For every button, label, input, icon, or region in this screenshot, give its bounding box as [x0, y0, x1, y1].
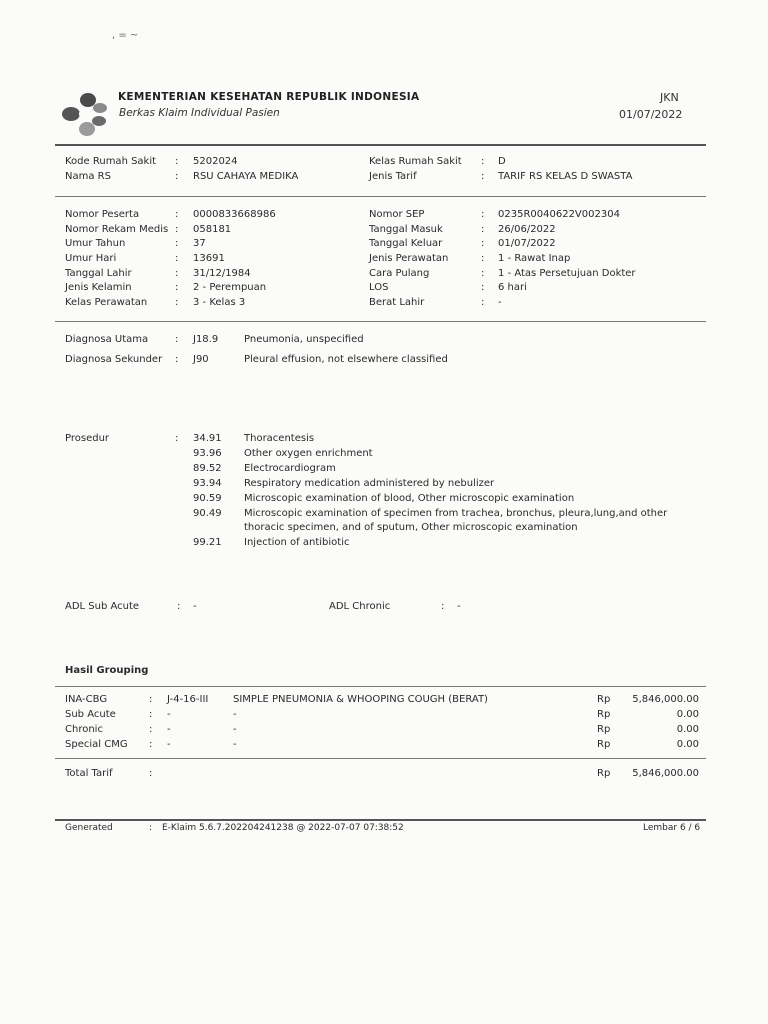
total-tariff-currency: Rp	[597, 768, 611, 779]
patient-right-values: 0235R0040622V002304 26/06/2022 01/07/2022 1 - Rawat Inap 1 - Atas Persetujuan Dokter 6 hari -	[498, 209, 636, 309]
grouping-row-desc: -	[233, 724, 237, 735]
page-number: Lembar 6 / 6	[643, 823, 701, 833]
section-divider	[55, 321, 706, 322]
procedure-desc: Respiratory medication administered by nebulizer	[244, 478, 495, 489]
grouping-row-amount: 0.00	[676, 709, 699, 720]
total-tariff-amount: 5,846,000.00	[632, 768, 699, 779]
procedure-code: 93.96	[193, 448, 222, 459]
procedure-label: Prosedur	[65, 433, 110, 444]
grouping-row-code: -	[167, 739, 171, 750]
grouping-row-label: Sub Acute	[65, 709, 116, 720]
procedure-code: 99.21	[193, 537, 222, 548]
field-value: TARIF RS KELAS D SWASTA	[498, 170, 633, 182]
adl-sub-acute-label: ADL Sub Acute	[65, 601, 140, 612]
grouping-row-desc: SIMPLE PNEUMONIA & WHOOPING COUGH (BERAT)	[233, 694, 488, 705]
field-label: Nama RS	[65, 170, 111, 182]
grouping-row-code: J-4-16-III	[167, 694, 209, 705]
procedure-desc: Thoracentesis	[244, 433, 315, 444]
patient-left-values: 0000833668986 058181 37 13691 31/12/1984 2 - Perempuan 3 - Kelas 3	[193, 209, 276, 309]
grouping-row-currency: Rp	[597, 709, 611, 720]
grouping-row-code: -	[167, 724, 171, 735]
procedure-code: 90.59	[193, 493, 222, 504]
grouping-title: Hasil Grouping	[65, 665, 149, 676]
field-value: RSU CAHAYA MEDIKA	[193, 170, 299, 182]
procedure-desc: Microscopic examination of specimen from trachea, bronchus, pleura,lung,and other	[244, 508, 668, 519]
handwritten-mark: , = ~	[112, 30, 139, 41]
procedure-desc: Injection of antibiotic	[244, 537, 350, 548]
procedure-desc: Other oxygen enrichment	[244, 448, 373, 459]
hospital-left-values	[193, 155, 298, 184]
ministry-title: KEMENTERIAN KESEHATAN REPUBLIK INDONESIA	[118, 91, 420, 103]
procedure-code: 89.52	[193, 463, 222, 474]
secondary-diagnosis-code: J90	[193, 354, 209, 365]
primary-diagnosis-desc: Pneumonia, unspecified	[244, 334, 364, 345]
total-divider	[55, 758, 706, 759]
field-label: Kode Rumah Sakit	[65, 156, 157, 167]
footer-divider	[55, 819, 706, 821]
procedure-desc: Electrocardiogram	[244, 463, 336, 474]
grouping-row-amount: 0.00	[676, 724, 699, 735]
hospital-right-labels	[369, 155, 462, 184]
procedure-code: 93.94	[193, 478, 222, 489]
grouping-row-desc: -	[233, 739, 237, 750]
program-code: JKN	[660, 91, 679, 104]
grouping-row-amount: 0.00	[676, 739, 699, 750]
grouping-row-code: -	[167, 709, 171, 720]
field-value: D	[498, 156, 506, 167]
patient-right-colons: : : : : : : :	[481, 209, 485, 309]
adl-chronic-value: -	[457, 601, 461, 612]
adl-chronic-label: ADL Chronic	[329, 601, 391, 612]
document-subtitle: Berkas Klaim Individual Pasien	[119, 107, 280, 119]
total-tariff-label: Total Tarif	[65, 768, 113, 779]
hospital-right-values	[498, 155, 632, 184]
primary-diagnosis-code: J18.9	[193, 334, 219, 345]
section-divider	[55, 196, 706, 197]
grouping-row-desc: -	[233, 709, 237, 720]
secondary-diagnosis-desc: Pleural effusion, not elsewhere classified	[244, 354, 448, 365]
adl-sub-acute-value: -	[193, 601, 197, 612]
hospital-left-labels	[65, 155, 156, 184]
field-label: Jenis Tarif	[369, 170, 417, 182]
grouping-row-label: INA-CBG	[65, 694, 108, 705]
procedure-code: 34.91	[193, 433, 222, 444]
header-date: 01/07/2022	[619, 108, 683, 121]
field-label: Kelas Rumah Sakit	[369, 156, 462, 167]
grouping-row-label: Special CMG	[65, 739, 128, 750]
grouping-row-label: Chronic	[65, 724, 103, 735]
procedure-code: 90.49	[193, 508, 222, 519]
primary-diagnosis-label: Diagnosa Utama	[65, 334, 149, 345]
header-divider	[55, 144, 706, 146]
patient-left-colons: : : : : : : :	[175, 209, 179, 309]
grouping-row-currency: Rp	[597, 739, 611, 750]
grouping-row-currency: Rp	[597, 694, 611, 705]
secondary-diagnosis-label: Diagnosa Sekunder	[65, 354, 163, 365]
generated-info: E-Klaim 5.6.7.202204241238 @ 2022-07-07 07:38:52	[162, 823, 404, 833]
procedure-desc-continued: thoracic specimen, and of sputum, Other microscopic examination	[244, 522, 578, 533]
hospital-left-colons: : :	[175, 156, 179, 182]
patient-right-labels: Nomor SEP Tanggal Masuk Tanggal Keluar Jenis Perawatan Cara Pulang LOS Berat Lahir	[369, 209, 449, 309]
grouping-row-currency: Rp	[597, 724, 611, 735]
generated-label: Generated	[65, 823, 113, 833]
grouping-divider	[55, 686, 706, 687]
ministry-logo-icon	[60, 90, 110, 138]
hospital-right-colons: : :	[481, 156, 485, 182]
field-value: 5202024	[193, 156, 238, 167]
grouping-row-amount: 5,846,000.00	[632, 694, 699, 705]
patient-left-labels: Nomor Peserta Nomor Rekam Medis Umur Tahun Umur Hari Tanggal Lahir Jenis Kelamin Kelas Perawatan	[65, 209, 169, 309]
procedure-desc: Microscopic examination of blood, Other microscopic examination	[244, 493, 575, 504]
